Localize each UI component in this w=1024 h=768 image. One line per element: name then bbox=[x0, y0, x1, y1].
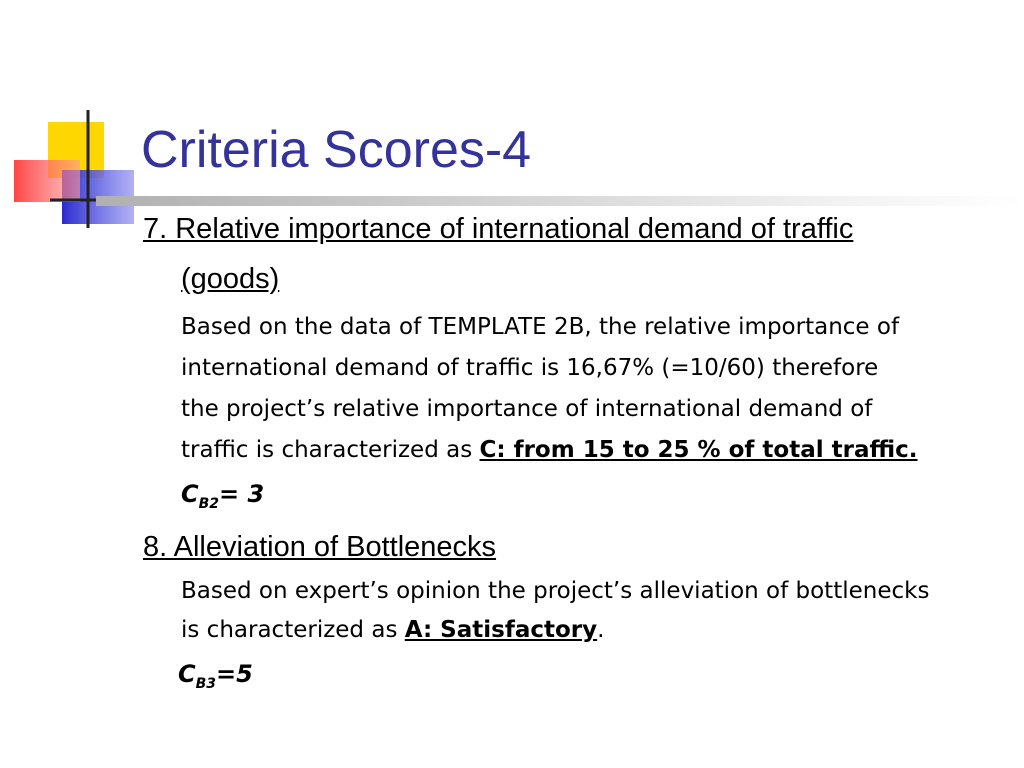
section-7-score-value: = 3 bbox=[219, 480, 265, 508]
section-7-paragraph bbox=[181, 307, 1001, 471]
section-7-score-subscript: B2 bbox=[198, 496, 220, 512]
section-7-para-line1: Based on the data of TEMPLATE 2B, the relative importance of bbox=[181, 314, 900, 340]
section-7-heading bbox=[143, 204, 1003, 304]
section-7-heading-line2: (goods) bbox=[181, 263, 280, 295]
section-8-score-symbol: C bbox=[178, 660, 196, 688]
section-7-score bbox=[181, 480, 264, 512]
section-8-para-line2-prefix: is characterized as bbox=[181, 617, 405, 643]
section-7-para-line2: international demand of traffic is 16,67% (=10/60) therefore bbox=[181, 355, 879, 381]
section-8-emphasis: A: Satisfactory bbox=[404, 617, 598, 643]
section-7-para-line4 bbox=[181, 430, 1001, 471]
slide-title: Criteria Scores-4 bbox=[141, 121, 532, 179]
section-8-heading: 8. Alleviation of Bottlenecks bbox=[143, 531, 497, 563]
section-7-para-line3: the project’s relative importance of international demand of bbox=[181, 396, 873, 422]
section-7-emphasis: C: from 15 to 25 % of total traffic. bbox=[479, 437, 918, 463]
logo-red-square bbox=[14, 160, 80, 202]
section-8-para-line2 bbox=[181, 611, 1001, 650]
section-7-score-symbol: C bbox=[181, 480, 199, 508]
section-8-score-value: =5 bbox=[216, 660, 253, 688]
section-7-para-line4-prefix: traffic is characterized as bbox=[181, 437, 480, 463]
section-8-para-suffix: . bbox=[597, 617, 605, 643]
section-8-para-line1: Based on expert’s opinion the project’s alleviation of bottlenecks bbox=[181, 578, 930, 604]
section-8-score-subscript: B3 bbox=[195, 676, 217, 692]
section-8-paragraph bbox=[181, 572, 1001, 650]
section-8-score bbox=[178, 660, 253, 692]
section-7-heading-line1: 7. Relative importance of international demand of traffic bbox=[143, 213, 854, 245]
